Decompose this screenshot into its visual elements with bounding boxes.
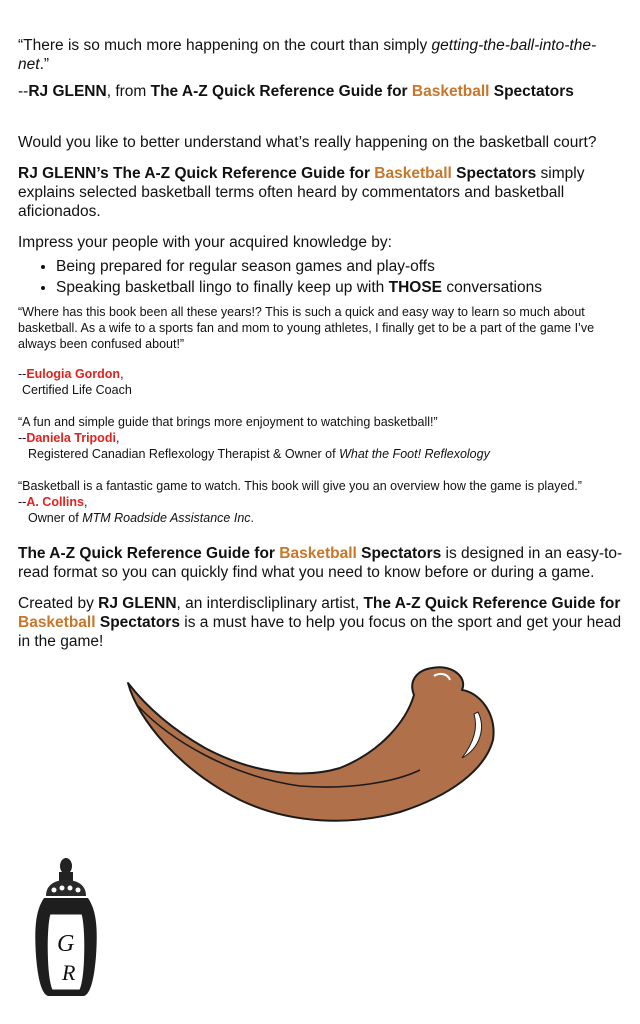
logo-dot [68,886,73,891]
logo-cap [60,858,72,874]
testimonial-quote: “Where has this book been all these years!? This is such a quick and easy way to learn so much about basketball. As a wife to a sports fan and mom to young athletes, I finally get to be a part of the game I’ve always been confused about!” [18,305,595,351]
logo-dot [76,888,81,893]
opening-quote: “There is so much more happening on the court than simply getting-the-ball-into-the-net.” [18,37,597,73]
logo-lettering: R [62,960,76,985]
attribution: --RJ GLENN, from The A-Z Quick Reference Guide for Basketball Spectators [18,83,574,100]
horn-inner-fold [138,706,420,787]
testimonial-role: Owner of MTM Roadside Assistance Inc. [28,511,255,525]
description-paragraph: RJ GLENN’s The A-Z Quick Reference Guide for Basketball Spectators simply explains selected basketball terms often heard by commentators and basketball aficionados. [18,165,585,220]
horn-tip-highlight [434,674,450,680]
testimonial-quote: “A fun and simple guide that brings more enjoyment to watching basketball!” [18,415,438,429]
testimonial-role: Registered Canadian Reflexology Therapist & Owner of What the Foot! Reflexology [28,447,490,461]
list-item: • Speaking basketball lingo to finally keep up with THOSE conversations [56,277,626,298]
horn-shape [128,667,494,821]
gr-logo [28,856,108,1006]
logo-shoulder [46,880,86,896]
testimonial-role: Certified Life Coach [22,383,132,397]
created-paragraph: Created by RJ GLENN, an interdiscliplinary artist, The A-Z Quick Reference Guide for Basketball Spectators is a must have to help you focus on the sport and get your head in the game! [18,595,622,650]
testimonial-author: --Eulogia Gordon, [18,367,124,381]
benefit-list [18,256,626,298]
logo-dot [52,888,57,893]
testimonial-quote: “Basketball is a fantastic game to watch. This book will give you an overview how the game is played.” [18,479,582,493]
intro-question: Would you like to better understand what’s really happening on the basketball court? [18,134,597,151]
logo-dot [60,886,65,891]
testimonial-author: --Daniela Tripodi, [18,431,120,445]
horn-highlight [462,712,481,758]
format-paragraph: The A-Z Quick Reference Guide for Basketball Spectators is designed in an easy-to-read format so you can quickly find what you need to know before or during a game. [18,545,623,581]
testimonial-author: --A. Collins, [18,495,88,509]
impress-intro: Impress your people with your acquired knowledge by: [18,234,392,251]
logo-lettering: G [57,931,75,957]
flyer-page [18,0,626,651]
list-item: • Being prepared for regular season games and play-offs [56,256,626,277]
